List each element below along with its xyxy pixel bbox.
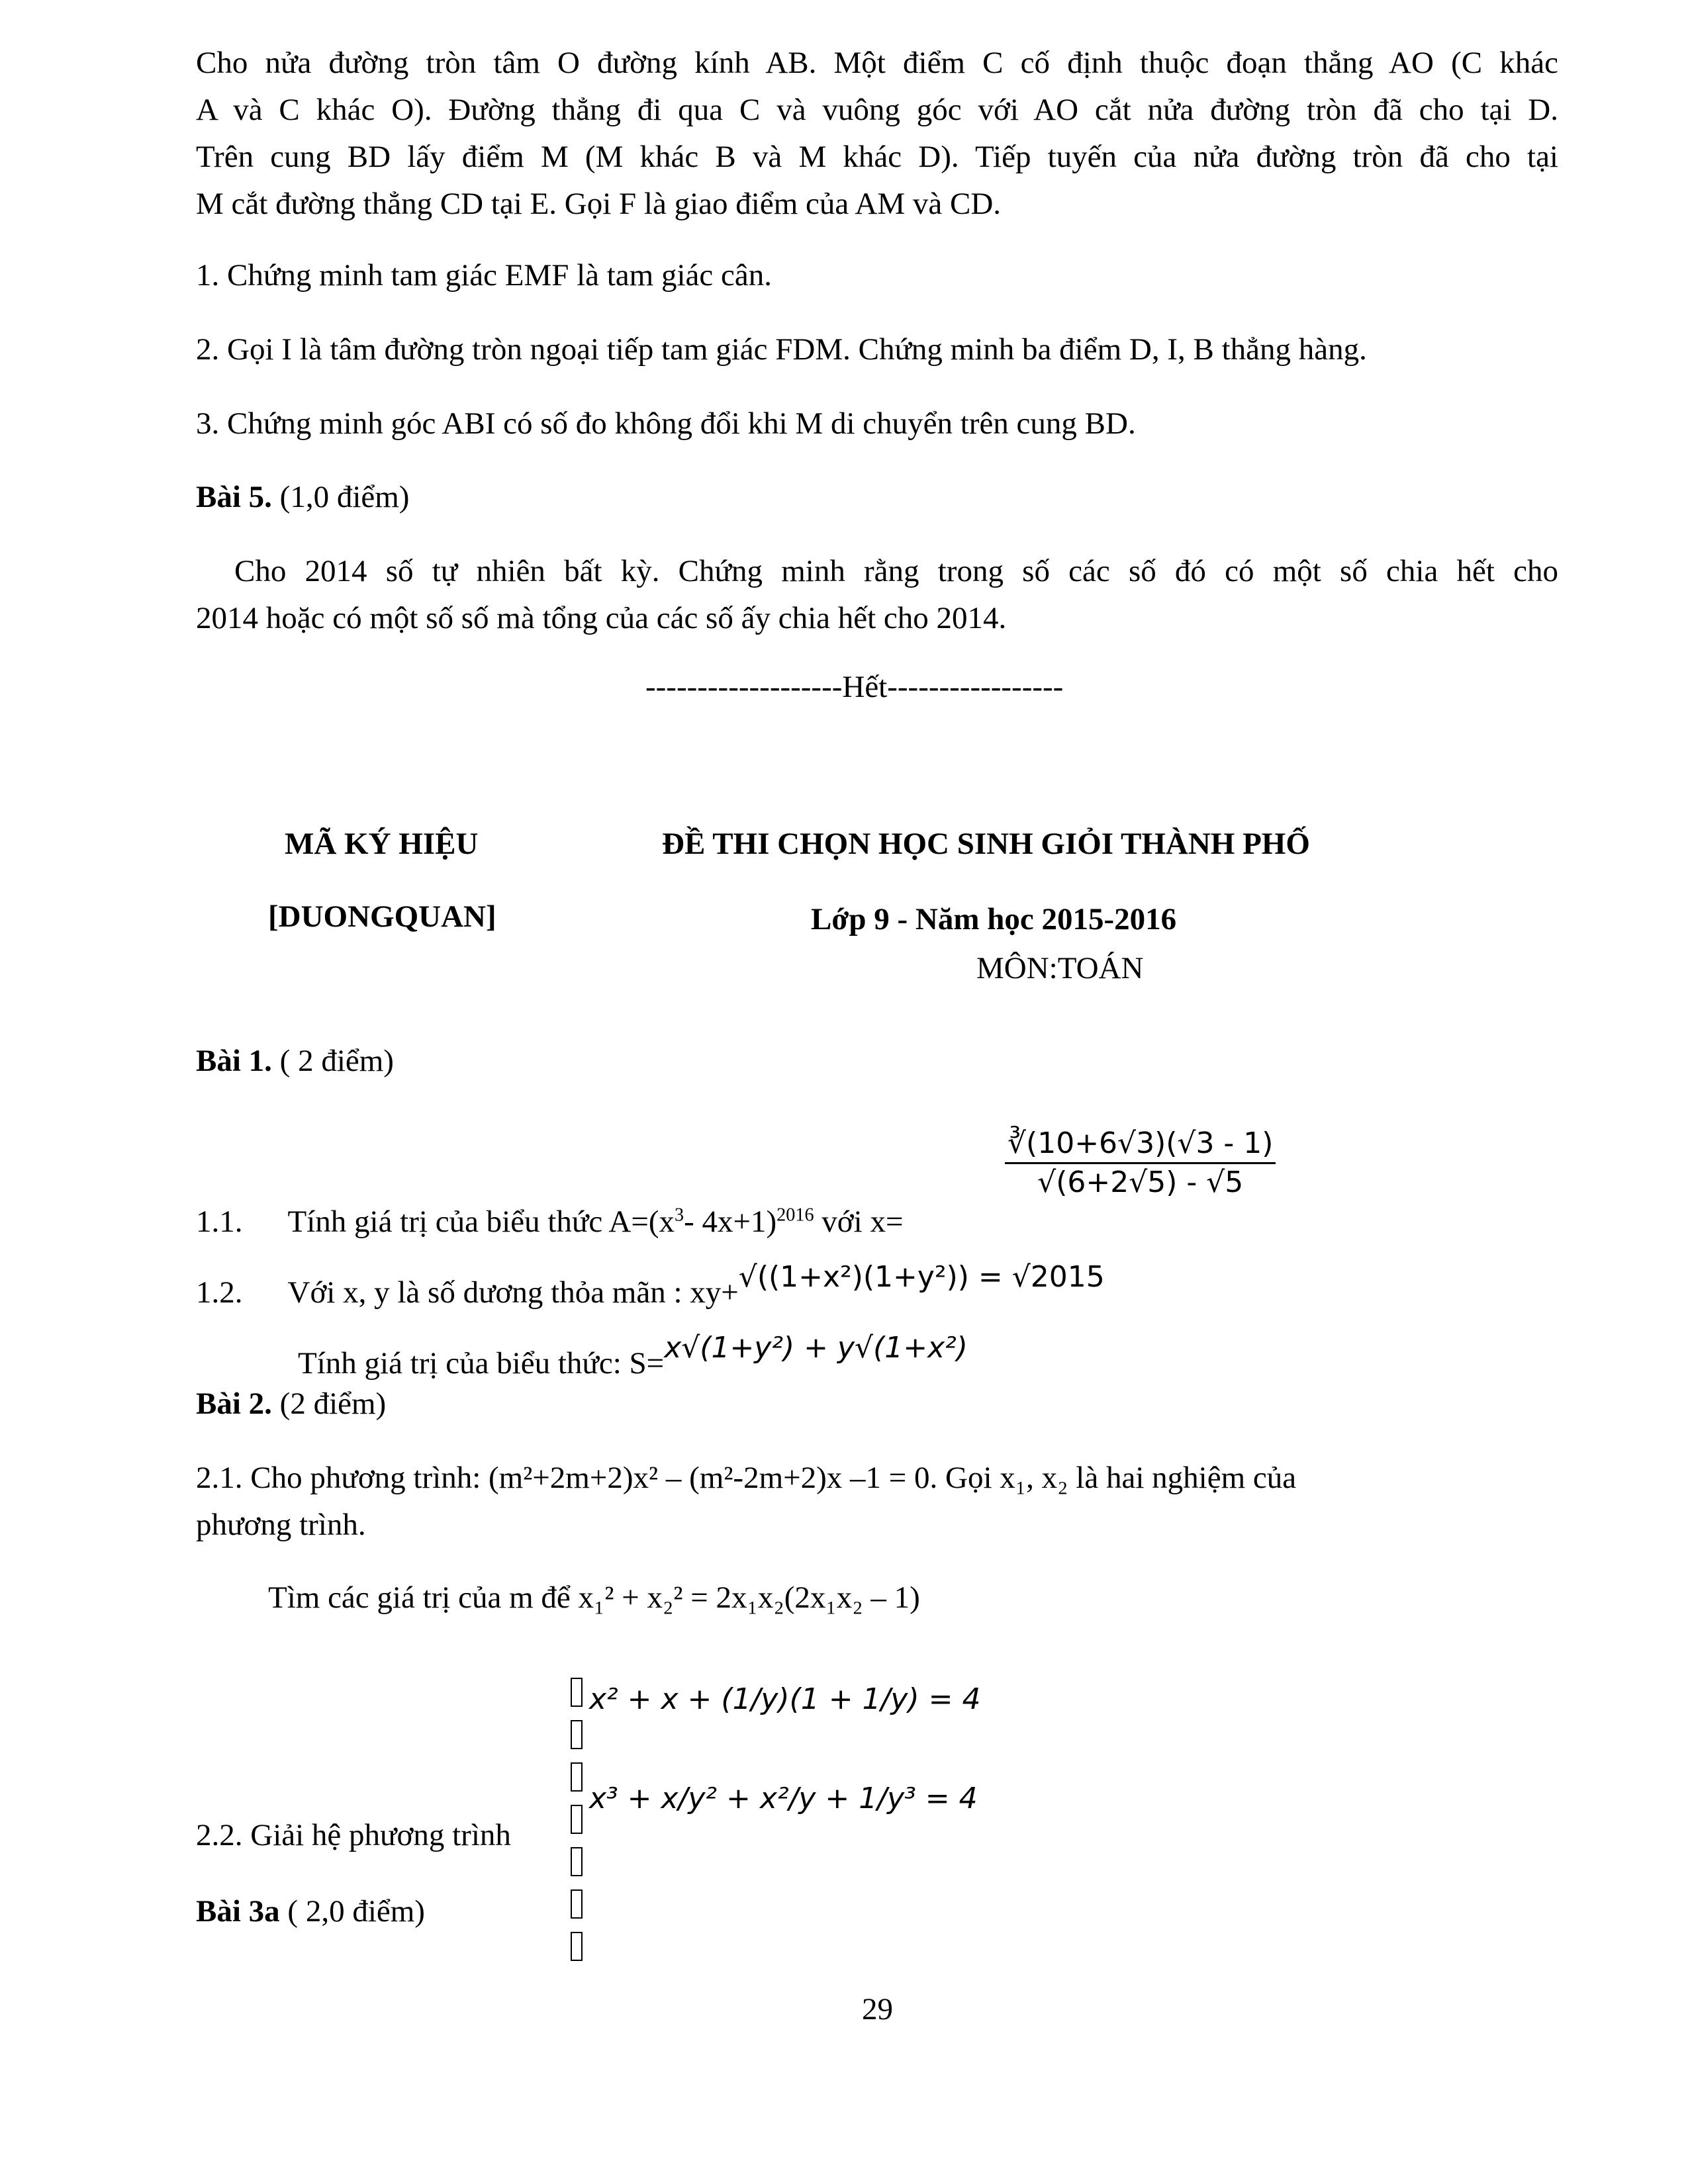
fraction-denominator: √(6+2√5) - √5 (1037, 1165, 1244, 1199)
exponent: 3 (675, 1205, 684, 1226)
problem4-statement (196, 40, 1558, 228)
problem4-item-2: 2. Gọi I là tâm đường tròn ngoại tiếp tam giác FDM. Chứng minh ba điểm D, I, B thẳng hàng. (196, 332, 1367, 367)
text-line: 2014 hoặc có một số số mà tổng của các số ấy chia hết cho 2014. (196, 601, 1007, 635)
question-1-2-b (298, 1331, 968, 1383)
x-fraction (1005, 1125, 1276, 1201)
question-number: 1.2. (196, 1275, 243, 1310)
bai2-title: Bài 2. (196, 1387, 272, 1421)
question-2-2: 2.2. Giải hệ phương trình (196, 1818, 511, 1852)
bai3a-points: ( 2,0 điểm) (279, 1894, 425, 1929)
bai2-points: (2 điểm) (271, 1387, 387, 1421)
text-line: A và C khác O). Đường thẳng đi qua C và vuông góc với AO cắt nửa đường tròn đã cho tại D. (196, 93, 1558, 127)
bai5-title: Bài 5. (196, 480, 272, 514)
q-text: Với x, y là số dương thỏa mãn : xy+ (287, 1275, 739, 1310)
grade-year: Lớp 9 - Năm học 2015-2016 (811, 902, 1177, 936)
q-text: với x= (814, 1205, 904, 1239)
bai5-statement (196, 548, 1558, 642)
bai1-points: ( 2 điểm) (271, 1044, 394, 1078)
bai3a-heading (196, 1893, 425, 1930)
subject: MÔN:TOÁN (976, 951, 1144, 985)
code-label: MÃ KÝ HIỆU (285, 827, 479, 861)
bai2-heading (196, 1385, 386, 1422)
fraction-numerator: ∛(10+6√3)(√3 - 1) (1005, 1125, 1276, 1164)
code: [DUONGQUAN] (268, 899, 496, 934)
question-number: 1.1. (196, 1205, 243, 1239)
exponent: 2016 (776, 1205, 814, 1226)
text-line: Cho 2014 số tự nhiên bất kỳ. Chứng minh rằng trong số các số đó có một số chia hết cho (234, 554, 1558, 588)
problem4-item-1: 1. Chứng minh tam giác EMF là tam giác cân. (196, 258, 772, 293)
bai5-points: (1,0 điểm) (271, 480, 410, 514)
bai3a-title: Bài 3a (196, 1894, 280, 1929)
brace-placeholder (571, 1678, 583, 1961)
system-equation-1: x² + x + (1/y)(1 + 1/y) = 4 (589, 1682, 981, 1716)
bai1-heading (196, 1042, 394, 1079)
text-line: Cho nửa đường tròn tâm O đường kính AB. Một điểm C cố định thuộc đoạn thẳng AO (C khác (196, 46, 1558, 80)
exam-title: ĐỀ THI CHỌN HỌC SINH GIỎI THÀNH PHỐ (662, 827, 1310, 861)
formula: √((1+x²)(1+y²)) = √2015 (738, 1260, 1105, 1294)
question-2-1-line2: phương trình. (196, 1508, 366, 1542)
bai1-title: Bài 1. (196, 1044, 272, 1078)
question-1-1 (196, 1203, 903, 1240)
page-number: 29 (862, 1992, 893, 2026)
q-text: Tính giá trị của biểu thức A=(x (287, 1205, 675, 1239)
formula: x√(1+y²) + y√(1+x²) (664, 1331, 968, 1365)
system-equation-2: x³ + x/y² + x²/y + 1/y³ = 4 (589, 1782, 978, 1815)
question-1-2 (196, 1260, 1105, 1312)
question-2-1-task: Tìm các giá trị của m để x₁² + x₂² = 2x₁x₂(2x₁x₂ – 1) (268, 1580, 920, 1615)
question-2-1-line1: 2.1. Cho phương trình: (m²+2m+2)x² – (m²-2m+2)x –1 = 0. Gọi x₁, x₂ là hai nghiệm của (196, 1461, 1297, 1495)
text-line: M cắt đường thẳng CD tại E. Gọi F là giao điểm của AM và CD. (196, 187, 1002, 221)
q-text: Tính giá trị của biểu thức: S= (298, 1346, 665, 1381)
problem4-item-3: 3. Chứng minh góc ABI có số đo không đổi khi M di chuyển trên cung BD. (196, 406, 1136, 441)
text-line: Trên cung BD lấy điểm M (M khác B và M khác D). Tiếp tuyến của nửa đường tròn đã cho tại (196, 140, 1558, 174)
q-text: - 4x+1) (684, 1205, 777, 1239)
end-marker: -------------------Hết----------------- (645, 670, 1064, 704)
bai5-heading (196, 478, 409, 516)
